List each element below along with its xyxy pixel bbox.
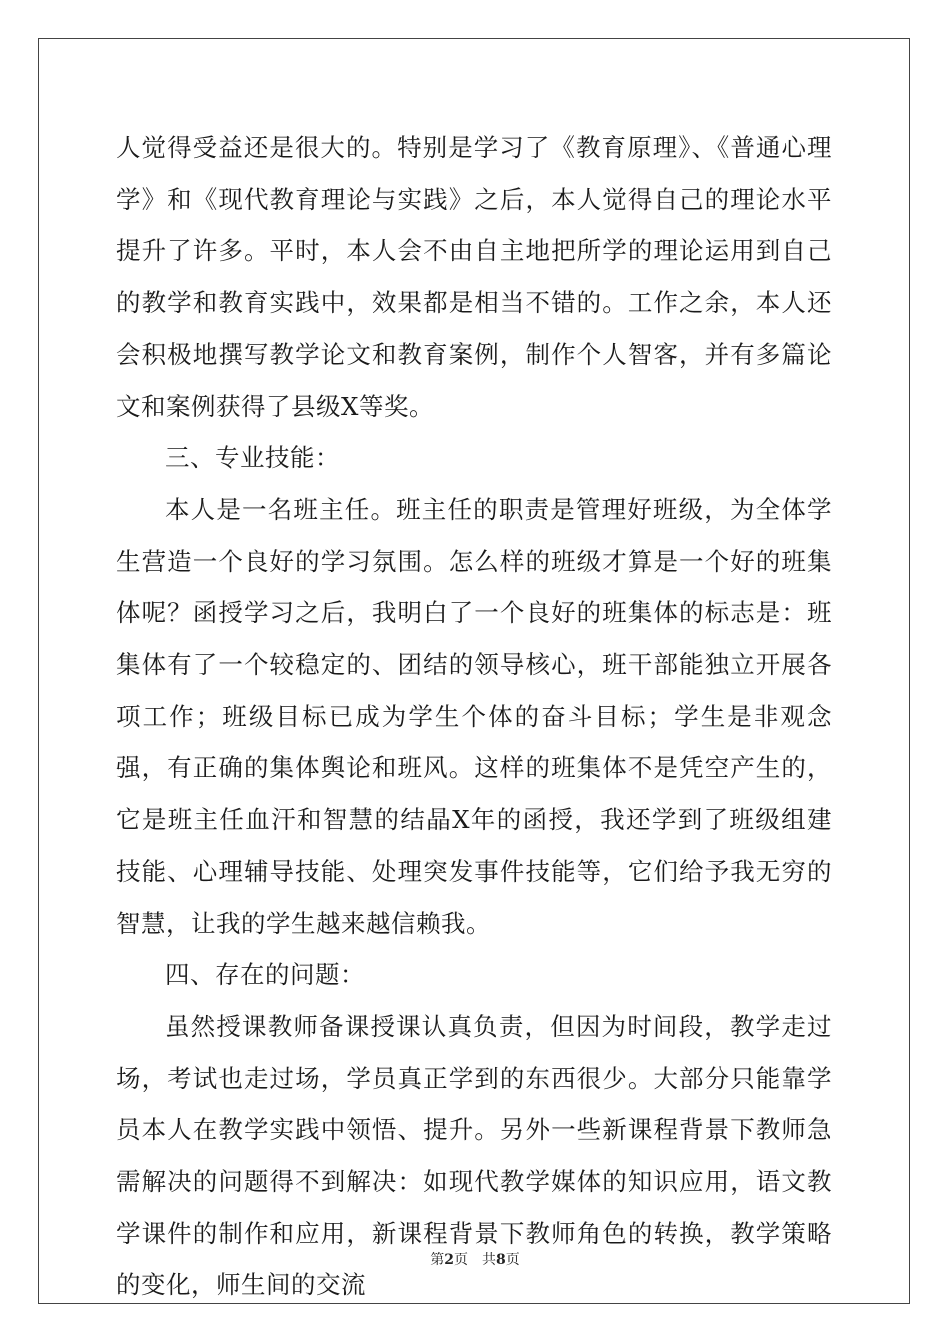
total-prefix: 共 [482,1252,496,1268]
total-pages-number: 8 [496,1252,506,1268]
paragraph-skills: 本人是一名班主任。班主任的职责是管理好班级，为全体学生营造一个良好的学习氛围。怎么样的班级才算是一个好的班集体呢？函授学习之后，我明白了一个良好的班集体的标志是：班集体有了一个较稳定的、团结的领导核心，班干部能独立开展各项工作；班级目标已成为学生个体的奋斗目标；学生是非观念强，有正确的集体舆论和班风。这样的班集体不是凭空产生的，它是班主任血汗和智慧的结晶X年的函授，我还学到了班级组建技能、心理辅导技能、处理突发事件技能等，它们给予我无穷的智慧，让我的学生越来越信赖我。 [116,494,832,938]
section-heading-skills: 三、专业技能： [165,443,340,473]
page-footer [0,1249,950,1269]
current-page-number: 2 [444,1252,454,1268]
paragraph-problems: 虽然授课教师备课授课认真负责，但因为时间段，教学走过场，考试也走过场，学员真正学到的东西很少。大部分只能靠学员本人在教学实践中领悟、提升。另外一些新课程背景下教师急需解决的问题得不到解决：如现代教学媒体的知识应用，语文教学课件的制作和应用，新课程背景下教师角色的转换，教学策略的变化，师生间的交流 [116,1011,832,1300]
document-body [116,122,832,1311]
total-suffix: 页 [505,1252,520,1268]
paragraph-continuation: 人觉得受益还是很大的。特别是学习了《教育原理》、《普通心理学》和《现代教育理论与实践》之后，本人觉得自己的理论水平提升了许多。平时，本人会不由自主地把所学的理论运用到自己的教学和教育实践中，效果都是相当不错的。工作之余，本人还会积极地撰写教学论文和教育案例，制作个人智客，并有多篇论文和案例获得了县级X等奖。 [116,133,832,421]
section-heading-problems: 四、存在的问题： [165,960,365,990]
page-prefix: 第 [430,1252,445,1268]
page-suffix: 页 [454,1252,468,1268]
